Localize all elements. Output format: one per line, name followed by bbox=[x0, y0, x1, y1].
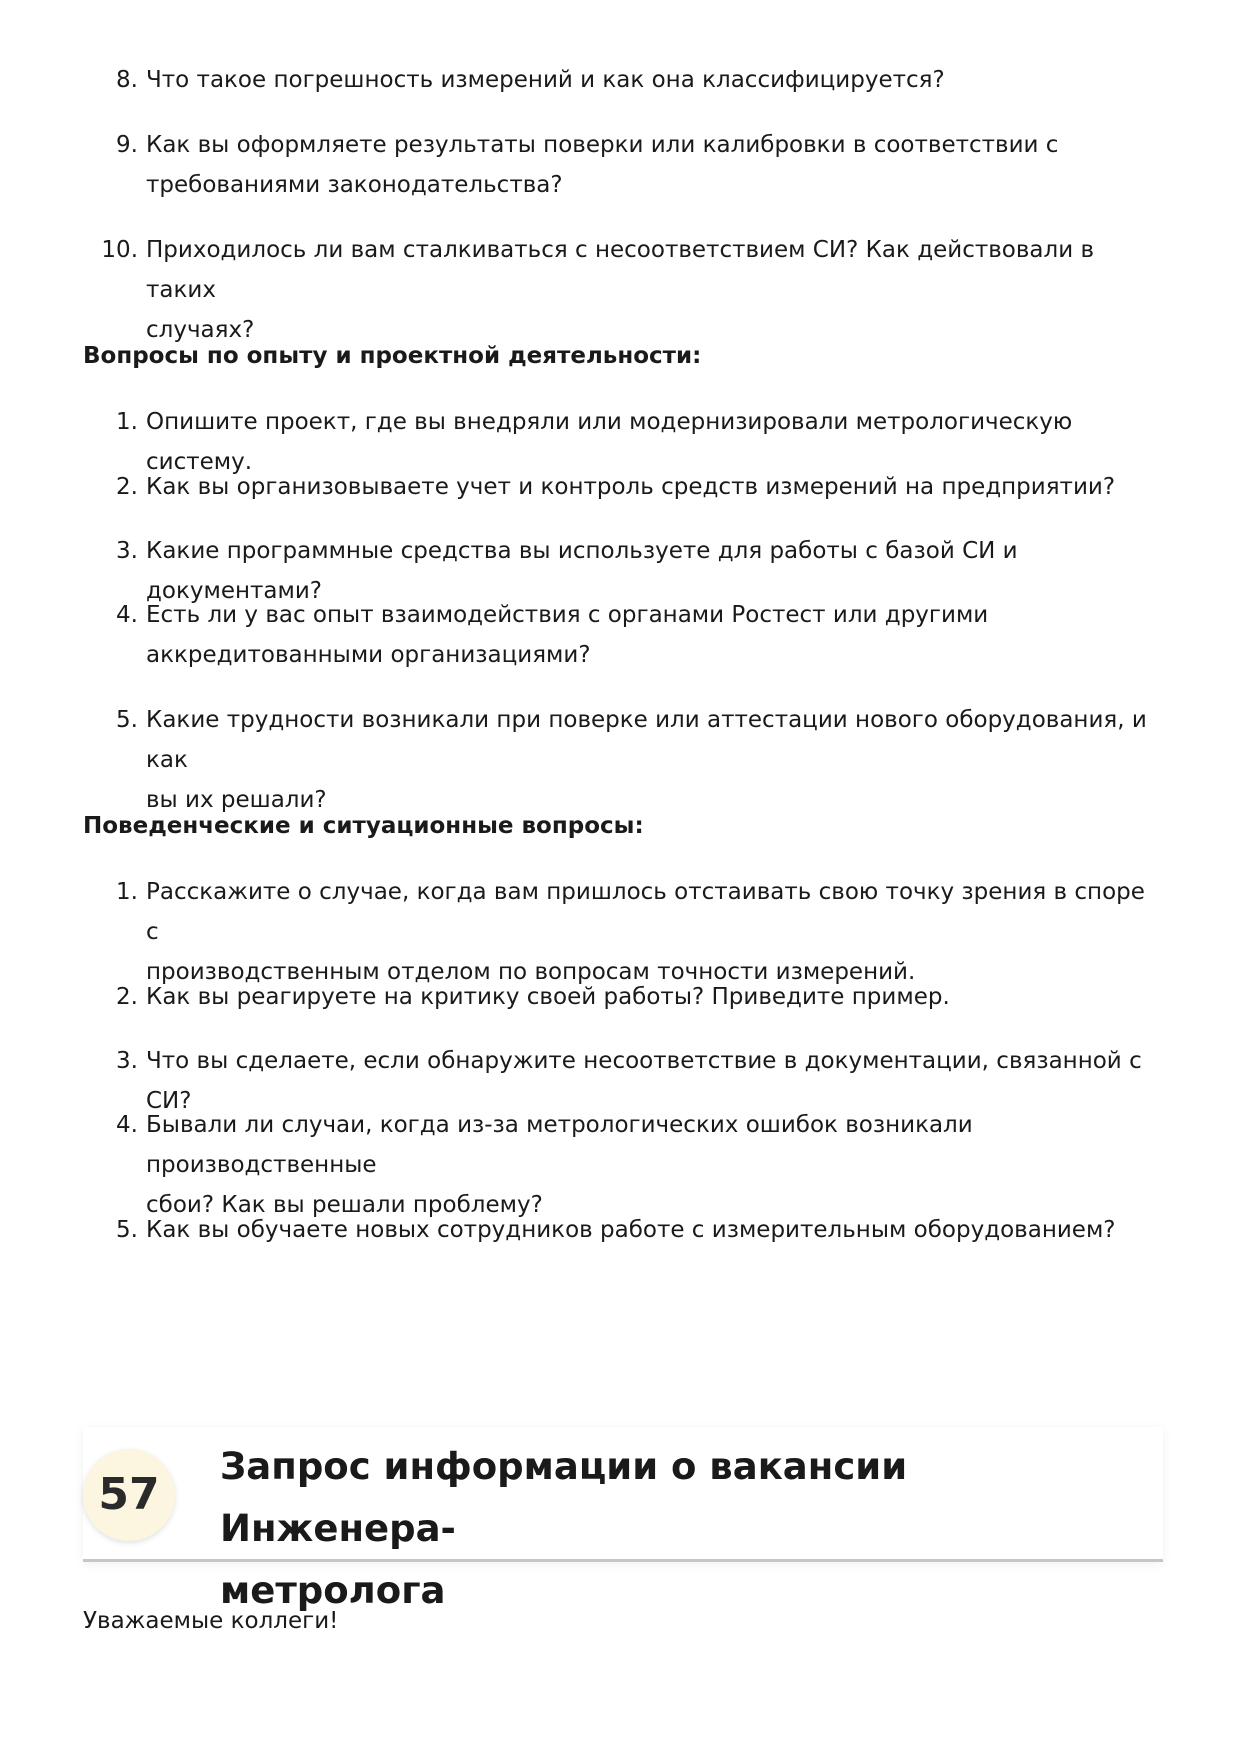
list-item bbox=[83, 595, 1163, 675]
list-item-text: Что такое погрешность измерений и как она классифицируется? bbox=[146, 67, 945, 93]
list-item-text: Как вы обучаете новых сотрудников работе с измерительным оборудованием? bbox=[146, 1217, 1116, 1243]
list-item bbox=[83, 125, 1163, 205]
list-number: 5. bbox=[116, 707, 138, 733]
list-item bbox=[83, 872, 1163, 992]
section-heading-behavioral: Поведенческие и ситуационные вопросы: bbox=[83, 813, 644, 839]
list-number: 10. bbox=[101, 237, 138, 263]
list-item bbox=[83, 60, 1163, 100]
list-item-text-line: аккредитованными организациями? bbox=[146, 642, 591, 668]
list-item bbox=[83, 1210, 1163, 1250]
list-item-text-line: Как вы оформляете результаты поверки или калибровки в соответствии с bbox=[146, 132, 1059, 158]
list-item-text: Какие программные средства вы используете для работы с базой СИ и документами? bbox=[146, 538, 1018, 604]
list-number: 8. bbox=[116, 67, 138, 93]
list-number: 9. bbox=[116, 132, 138, 158]
list-number: 1. bbox=[116, 879, 138, 905]
list-item bbox=[83, 1105, 1163, 1225]
chapter-title-line: метролога bbox=[220, 1569, 446, 1612]
list-item-text-line: производственным отделом по вопросам точности измерений. bbox=[146, 959, 916, 985]
list-item-text-line: Есть ли у вас опыт взаимодействия с органами Ростест или другими bbox=[146, 602, 989, 628]
section-heading-experience: Вопросы по опыту и проектной деятельности: bbox=[83, 343, 702, 369]
list-item bbox=[83, 700, 1163, 820]
salutation: Уважаемые коллеги! bbox=[83, 1608, 339, 1634]
list-item-text-line: Какие трудности возникали при поверке или аттестации нового оборудования, и как bbox=[146, 707, 1147, 773]
list-item-text-line: сбои? Как вы решали проблему? bbox=[146, 1192, 543, 1218]
chapter-title bbox=[220, 1436, 1140, 1622]
list-item-text-line: случаях? bbox=[146, 317, 255, 343]
list-item-text: Как вы реагируете на критику своей работы? Приведите пример. bbox=[146, 984, 950, 1010]
chapter-title-line: Запрос информации о вакансии Инженера- bbox=[220, 1445, 908, 1550]
list-number: 5. bbox=[116, 1217, 138, 1243]
chapter-number-badge: 57 bbox=[83, 1449, 175, 1541]
list-number: 4. bbox=[116, 1112, 138, 1138]
list-number: 2. bbox=[116, 984, 138, 1010]
chapter-header bbox=[83, 1427, 1163, 1612]
list-item-text: Как вы организовываете учет и контроль средств измерений на предприятии? bbox=[146, 474, 1116, 500]
list-item-text-line: требованиями законодательства? bbox=[146, 172, 563, 198]
list-item-text: Опишите проект, где вы внедряли или модернизировали метрологическую систему. bbox=[146, 409, 1073, 475]
list-item-text: Что вы сделаете, если обнаружите несоответствие в документации, связанной с СИ? bbox=[146, 1048, 1142, 1114]
list-number: 1. bbox=[116, 409, 138, 435]
list-number: 4. bbox=[116, 602, 138, 628]
list-item bbox=[83, 977, 1163, 1017]
list-item-text-line: Расскажите о случае, когда вам пришлось отстаивать свою точку зрения в споре с bbox=[146, 879, 1145, 945]
list-item-text-line: Бывали ли случаи, когда из-за метрологических ошибок возникали производственные bbox=[146, 1112, 973, 1178]
list-number: 2. bbox=[116, 474, 138, 500]
list-item bbox=[83, 467, 1163, 507]
list-number: 3. bbox=[116, 1048, 138, 1074]
list-item bbox=[83, 230, 1163, 350]
list-number: 3. bbox=[116, 538, 138, 564]
list-item-text-line: Приходилось ли вам сталкиваться с несоответствием СИ? Как действовали в таких bbox=[146, 237, 1095, 303]
list-item-text-line: вы их решали? bbox=[146, 787, 327, 813]
